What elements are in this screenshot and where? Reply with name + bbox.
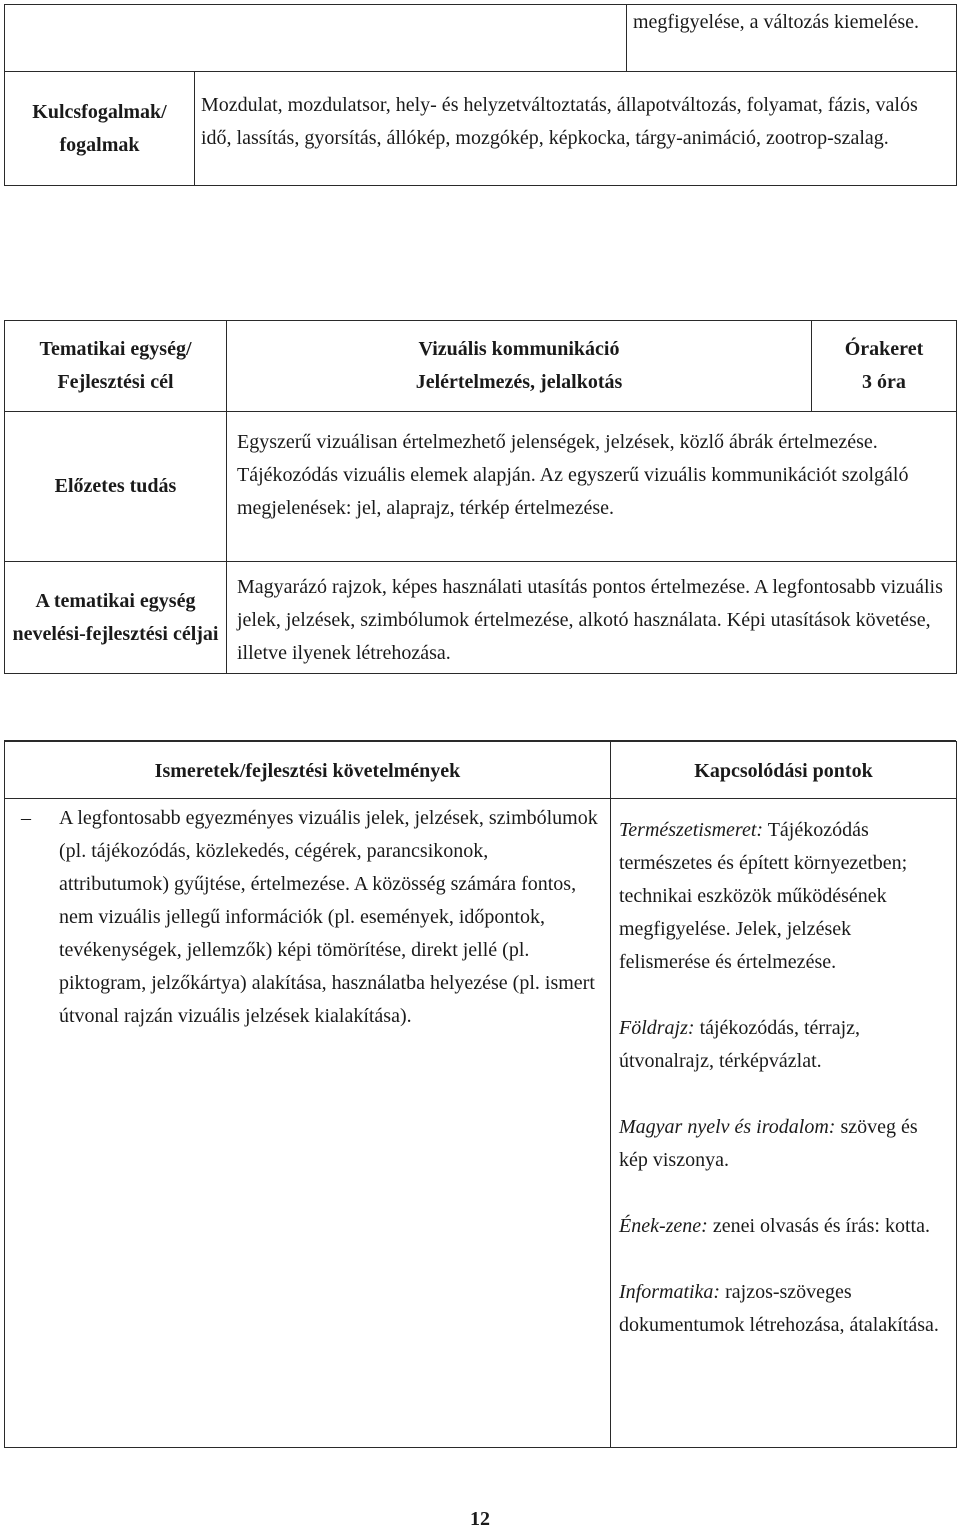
prior-knowledge-text: Egyszerű vizuálisan értelmezhető jelenségek, jelzések, közlő ábrák értelmezése. Tájékozódás vizuális elemek alapján. Az egyszerű vizuális kommunikációt szolgáló megjelenések: jel, alaprajz, térkép értelmezése. xyxy=(237,431,909,519)
connection-subject: Földrajz: xyxy=(619,1017,695,1039)
key-concepts-text: Mozdulat, mozdulatsor, hely- és helyzetváltoztatás, állapotváltozás, folyamat, fázis, valós idő, lassítás, gyorsítás, állókép, mozgókép, képkocka, tárgy-animáció, zootrop-szalag. xyxy=(201,94,918,149)
connection-subject: Magyar nyelv és irodalom: xyxy=(619,1116,836,1138)
page-number: 12 xyxy=(470,1508,490,1530)
connection-text: szöveg és kép viszonya. xyxy=(619,1116,918,1171)
connection-text: rajzos-szöveges dokumentumok létrehozása, átalakítása. xyxy=(619,1281,939,1336)
connection-item-foldrajz xyxy=(619,1012,946,1078)
connection-item-termeszetismeret xyxy=(619,814,946,979)
unit-title: Vizuális kommunikáció xyxy=(418,338,620,360)
unit-header-label-cell xyxy=(4,320,227,412)
goals-label: A tematikai egység nevelési-fejlesztési céljai xyxy=(12,589,219,645)
hours-cell xyxy=(811,320,957,412)
hours-value: 3 óra xyxy=(862,371,906,393)
requirements-body-cell xyxy=(4,798,611,1448)
goals-label-cell xyxy=(4,561,227,674)
connections-header: Kapcsolódási pontok xyxy=(694,760,873,782)
continuation-text: megfigyelése, a változás kiemelése. xyxy=(633,11,919,33)
key-concepts-text-cell xyxy=(194,71,957,186)
hours-label: Órakeret xyxy=(844,338,924,360)
connection-item-magyar xyxy=(619,1111,946,1177)
unit-subtitle: Jelértelmezés, jelalkotás xyxy=(415,371,623,393)
unit-title-cell xyxy=(226,320,812,412)
requirements-header: Ismeretek/fejlesztési követelmények xyxy=(154,760,461,782)
connection-subject: Természetismeret: xyxy=(619,819,764,841)
top-table-empty-cell xyxy=(4,4,627,72)
goals-text-cell xyxy=(226,561,957,674)
requirement-item xyxy=(5,802,610,1033)
unit-header-label-line2: Fejlesztési cél xyxy=(57,371,174,393)
unit-header-label-line1: Tematikai egység/ xyxy=(39,338,192,360)
connection-subject: Ének-zene: xyxy=(619,1215,708,1237)
connection-text: Tájékozódás természetes és épített környezetben; technikai eszközök működésének megfigyelése. Jelek, jelzések felismerése és értelmezése. xyxy=(619,819,908,973)
requirement-text: A legfontosabb egyezményes vizuális jelek, jelzések, szimbólumok (pl. tájékozódás, közlekedés, cégérek, parancsikonok, attributumok) gyűjtése, értelmezése. A közösség számára fontos, nem vizuális jellegű információk (pl. események, időpontok, tevékenységek, jellemzők) képi tömörítése, direkt jellé (pl. piktogram, jelzőkártya) alakítása, használatba helyezése (pl. ismert útvonal rajzán vizuális jelzések kialakítása). xyxy=(59,807,598,1027)
connections-body-cell xyxy=(610,798,957,1448)
prior-knowledge-label-cell xyxy=(4,411,227,562)
connections-header-cell xyxy=(610,741,957,799)
prior-knowledge-text-cell xyxy=(226,411,957,562)
connection-text: zenei olvasás és írás: kotta. xyxy=(707,1215,930,1237)
connection-text: tájékozódás, térrajz, útvonalrajz, térképvázlat. xyxy=(619,1017,861,1072)
key-concepts-label: Kulcsfogalmak/ fogalmak xyxy=(32,100,167,156)
connection-item-enek-zene xyxy=(619,1210,946,1243)
goals-text: Magyarázó rajzok, képes használati utasítás pontos értelmezése. A legfontosabb vizuális jelek, jelzések, szimbólumok értelmezése, alkotó használata. Képi utasítások követése, illetve ilyenek létrehozása. xyxy=(237,576,943,664)
top-table-continuation-cell xyxy=(626,4,957,72)
prior-knowledge-label: Előzetes tudás xyxy=(54,475,177,497)
key-concepts-label-cell xyxy=(4,71,195,186)
connection-item-informatika xyxy=(619,1276,946,1342)
dash-bullet: – xyxy=(21,807,31,829)
connection-subject: Informatika: xyxy=(619,1281,721,1303)
requirements-header-cell xyxy=(4,741,611,799)
